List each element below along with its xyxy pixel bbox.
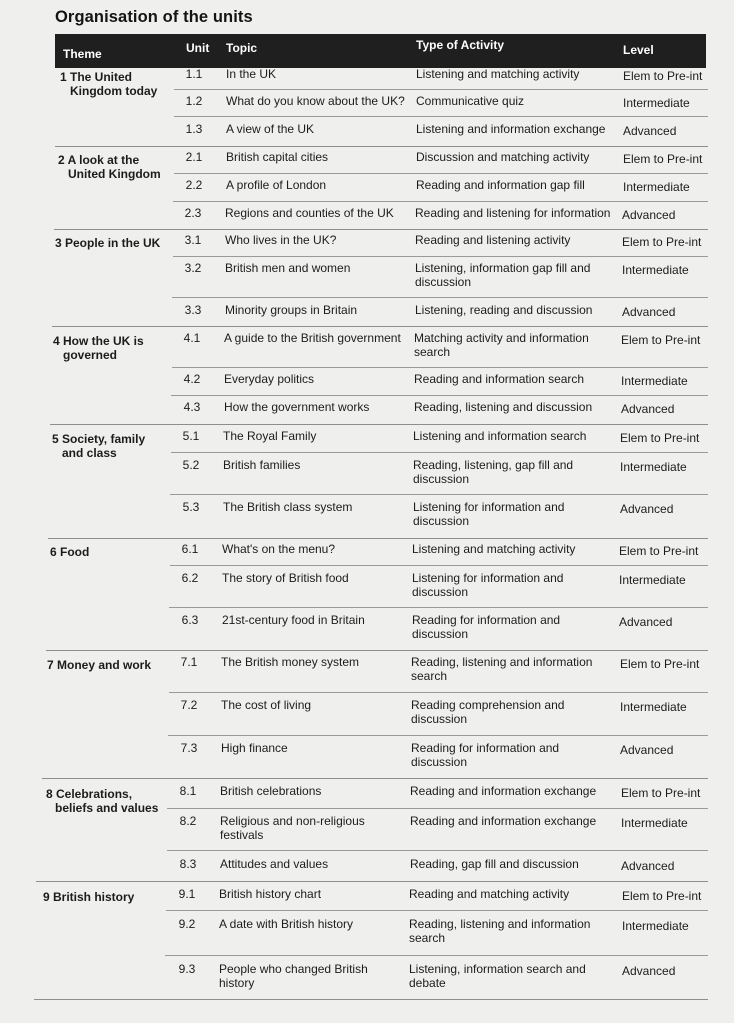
theme-label: 4 How the UK is [53,334,144,348]
activity-type-cell: Reading and listening for information [415,206,611,220]
level-cell: Intermediate [620,460,687,474]
unit-number: 5.2 [182,458,200,472]
level-cell: Elem to Pre-int [620,431,700,445]
activity-type-cell: Matching activity and information search [414,331,589,359]
theme-divider [36,881,708,882]
theme-label: 8 Celebrations, [46,787,133,801]
level-cell: Elem to Pre-int [621,786,701,800]
topic-cell: Who lives in the UK? [225,233,337,247]
unit-number: 6.2 [181,571,199,585]
activity-type-cell: Reading, gap fill and discussion [410,857,579,871]
activity-type-cell: Reading and listening activity [415,233,571,247]
topic-cell: Religious and non-religious festivals [220,814,365,842]
unit-number: 2.1 [185,150,203,164]
theme-label-line2: beliefs and values [55,801,159,815]
level-cell: Intermediate [621,816,688,830]
page-title: Organisation of the units [55,8,253,26]
header-topic: Topic [226,41,258,55]
activity-type-cell: Listening for information and discussion [413,500,565,528]
unit-number: 4.2 [183,372,201,386]
row-divider [169,607,708,608]
unit-number: 3.2 [184,261,202,275]
topic-cell: A date with British history [219,917,354,931]
theme-divider [34,999,708,1000]
unit-number: 7.1 [180,655,198,669]
theme-divider [50,424,708,425]
topic-cell: People who changed British history [219,962,368,990]
header-type: Type of Activity [416,38,505,52]
unit-number: 4.3 [183,400,201,414]
unit-number: 5.3 [182,500,200,514]
level-cell: Elem to Pre-int [622,235,702,249]
activity-type-cell: Listening, information search and debate [409,962,586,990]
header-theme: Theme [63,47,102,61]
level-cell: Intermediate [619,573,686,587]
row-divider [173,201,708,202]
level-cell: Elem to Pre-int [623,69,703,83]
row-divider [170,565,708,566]
unit-number: 2.2 [185,178,203,192]
activity-type-cell: Reading and information exchange [410,784,597,798]
activity-type-cell: Listening, information gap fill and discussion [415,261,591,289]
topic-cell: British celebrations [220,784,322,798]
topic-cell: A view of the UK [226,122,315,136]
level-cell: Advanced [621,859,675,873]
theme-label: 7 Money and work [47,658,152,672]
theme-label-line2: United Kingdom [68,167,161,181]
activity-type-cell: Listening for information and discussion [412,571,564,599]
activity-type-cell: Reading and information exchange [410,814,597,828]
theme-label: 9 British history [43,890,135,904]
activity-type-cell: Reading and information search [414,372,585,386]
unit-number: 7.2 [180,698,198,712]
unit-number: 6.1 [181,542,199,556]
activity-type-cell: Reading comprehension and discussion [411,698,565,726]
theme-divider [54,229,708,230]
level-cell: Elem to Pre-int [623,152,703,166]
row-divider [166,910,708,911]
unit-number: 1.1 [185,67,203,81]
unit-number: 1.2 [185,94,203,108]
topic-cell: The British class system [223,500,353,514]
unit-number: 9.3 [178,962,196,976]
unit-number: 2.3 [184,206,202,220]
activity-type-cell: Reading and matching activity [409,887,570,901]
topic-cell: What's on the menu? [222,542,336,556]
theme-label-line2: Kingdom today [70,84,158,98]
level-cell: Intermediate [621,374,688,388]
topic-cell: The cost of living [221,698,312,712]
topic-cell: British capital cities [226,150,329,164]
level-cell: Intermediate [623,180,690,194]
theme-label: 2 A look at the [58,153,140,167]
activity-type-cell: Reading, listening and information search [411,655,593,683]
level-cell: Advanced [620,743,674,757]
activity-type-cell: Listening and matching activity [416,67,580,81]
level-cell: Advanced [622,305,676,319]
activity-type-cell: Reading, listening, gap fill and discussion [413,458,574,486]
level-cell: Elem to Pre-int [619,544,699,558]
topic-cell: British men and women [225,261,351,275]
activity-type-cell: Communicative quiz [416,94,525,108]
theme-label: 1 The United [60,70,133,84]
topic-cell: In the UK [226,67,277,81]
theme-divider [52,326,708,327]
level-cell: Intermediate [620,700,687,714]
theme-divider [46,650,708,651]
activity-type-cell: Discussion and matching activity [416,150,590,164]
unit-number: 8.2 [179,814,197,828]
level-cell: Advanced [623,124,677,138]
unit-number: 4.1 [183,331,201,345]
theme-label-line2: and class [62,446,117,460]
row-divider [167,808,708,809]
activity-type-cell: Listening and information search [413,429,587,443]
unit-number: 7.3 [180,741,198,755]
unit-number: 1.3 [185,122,203,136]
activity-type-cell: Reading, listening and discussion [414,400,593,414]
topic-cell: A profile of London [226,178,327,192]
unit-number: 9.1 [178,887,196,901]
topic-cell: The British money system [221,655,360,669]
theme-divider [48,538,708,539]
level-cell: Intermediate [622,919,689,933]
topic-cell: Minority groups in Britain [225,303,358,317]
row-divider [170,494,708,495]
theme-divider [55,146,708,147]
unit-number: 8.3 [179,857,197,871]
row-divider [174,89,708,90]
topic-cell: Everyday politics [224,372,315,386]
topic-cell: Regions and counties of the UK [225,206,394,220]
activity-type-cell: Listening, reading and discussion [415,303,593,317]
activity-type-cell: Listening and matching activity [412,542,576,556]
row-divider [168,735,708,736]
activity-type-cell: Reading for information and discussion [411,741,560,769]
unit-number: 5.1 [182,429,200,443]
unit-number: 3.1 [184,233,202,247]
level-cell: Advanced [622,208,676,222]
level-cell: Advanced [619,615,673,629]
activity-type-cell: Reading and information gap fill [416,178,585,192]
row-divider [174,173,708,174]
table-header [55,34,706,68]
activity-type-cell: Reading, listening and information search [409,917,591,945]
unit-number: 9.2 [178,917,196,931]
level-cell: Advanced [622,964,676,978]
row-divider [169,692,708,693]
topic-cell: British history chart [219,887,322,901]
level-cell: Intermediate [622,263,689,277]
row-divider [171,452,708,453]
level-cell: Elem to Pre-int [621,333,701,347]
topic-cell: The story of British food [222,571,349,585]
topic-cell: What do you know about the UK? [226,94,405,108]
unit-number: 3.3 [184,303,202,317]
level-cell: Elem to Pre-int [622,889,702,903]
topic-cell: A guide to the British government [224,331,401,345]
theme-label: 5 Society, family [52,432,146,446]
topic-cell: British families [223,458,301,472]
activity-type-cell: Reading for information and discussion [412,613,561,641]
row-divider [173,256,708,257]
unit-number: 6.3 [181,613,199,627]
row-divider [172,367,708,368]
row-divider [167,850,708,851]
theme-label: 3 People in the UK [55,236,161,250]
topic-cell: How the government works [224,400,370,414]
theme-divider [42,778,708,779]
unit-number: 8.1 [179,784,197,798]
level-cell: Intermediate [623,96,690,110]
level-cell: Advanced [621,402,675,416]
row-divider [171,395,708,396]
theme-label-line2: governed [63,348,118,362]
activity-type-cell: Listening and information exchange [416,122,606,136]
header-level: Level [623,43,654,57]
row-divider [174,116,708,117]
row-divider [165,955,708,956]
topic-cell: The Royal Family [223,429,317,443]
level-cell: Advanced [620,502,674,516]
topic-cell: Attitudes and values [220,857,329,871]
level-cell: Elem to Pre-int [620,657,700,671]
header-unit: Unit [186,41,210,55]
theme-label: 6 Food [50,545,90,559]
topic-cell: 21st-century food in Britain [222,613,365,627]
row-divider [172,297,708,298]
topic-cell: High finance [221,741,288,755]
